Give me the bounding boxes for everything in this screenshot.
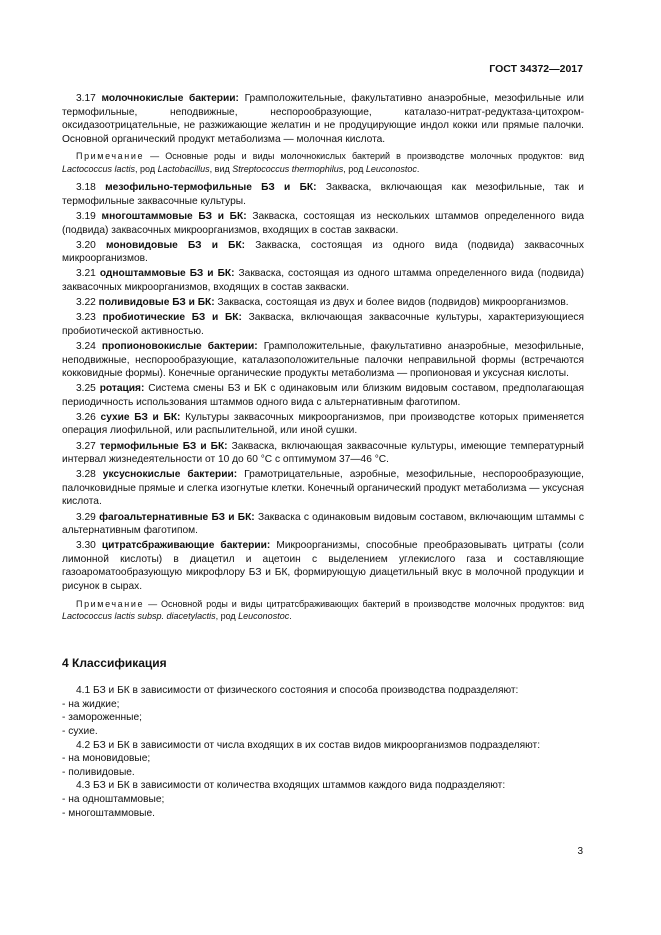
definition-3-30: 3.30 цитратсбраживающие бактерии: Микроорганизмы, способные преобразовывать цитраты (соли лимонной кислоты) в диацетил и ацетоин с выделением углекислого газа и составляющие газоароматообразующую микрофлору БЗ и БК, формирующую диацетильный вкус в молочной продукции и рисунок в сырах. bbox=[62, 540, 584, 592]
definition-3-25: 3.25 ротация: Система смены БЗ и БК с одинаковым или близким видовым составом, предполагающая периодичность использования штаммов одного вида с альтернативным фаготипом. bbox=[62, 383, 584, 408]
definition-3-22: 3.22 поливидовые БЗ и БК: Закваска, состоящая из двух и более видов (подвидов) микроорганизмов. bbox=[76, 297, 569, 309]
classification-line: - сухие. bbox=[62, 725, 98, 737]
classification-line: 4.2 БЗ и БК в зависимости от числа входящих в их состав видов микроорганизмов подразделяют: bbox=[76, 739, 541, 751]
page-number: 3 bbox=[577, 846, 583, 857]
classification-line: - многоштаммовые. bbox=[62, 807, 155, 819]
definition-3-18: 3.18 мезофильно-термофильные БЗ и БК: Закваска, включающая как мезофильные, так и термофильные заквасочные культуры. bbox=[62, 182, 584, 207]
document-code: ГОСТ 34372—2017 bbox=[489, 63, 583, 75]
definition-3-24: 3.24 пропионовокислые бактерии: Грамположительные, факультативно анаэробные, мезофильные, неподвижные, неспорообразующие, каталазоположительные палочки неправильной формы (встречаются кокковидные формы). Конечные органические продукты метаболизма — пропионовая и уксусная кислоты. bbox=[62, 340, 584, 380]
definition-3-17: 3.17 молочнокислые бактерии: Грамположительные, факультативно анаэробные, мезофильные или термофильные, неподвижные, неспорообразующие, каталазо-нитрат-редуктаза-цитохром-оксидазоотрицательные, не разжижающие желатин и не продуцирующие индол кокки или прямые палочки. Основной органический продукт метаболизма — молочная кислота. bbox=[62, 93, 584, 145]
classification-line: 4.3 БЗ и БК в зависимости от количества входящих штаммов каждого вида подразделяют: bbox=[76, 780, 506, 792]
definition-3-21: 3.21 одноштаммовые БЗ и БК: Закваска, состоящая из одного штамма определенного вида (подвида) заквасочных микроорганизмов, входящих в состав закваски. bbox=[62, 268, 584, 294]
definition-3-23: 3.23 пробиотические БЗ и БК: Закваска, включающая заквасочные культуры, характеризующиеся пробиотической активностью. bbox=[62, 312, 584, 337]
classification-line: 4.1 БЗ и БК в зависимости от физического состояния и способа производства подразделяют: bbox=[76, 685, 519, 697]
definition-3-27: 3.27 термофильные БЗ и БК: Закваска, включающая заквасочные культуры, имеющие температурный интервал жизнедеятельности от 10 до 60 °С с оптимумом 37—46 °С. bbox=[62, 440, 584, 466]
definition-3-19: 3.19 многоштаммовые БЗ и БК: Закваска, состоящая из нескольких штаммов определенного вида (подвида) заквасочных микроорганизмов, входящих в состав закваски. bbox=[62, 211, 585, 236]
note-lactic-bacteria: Примечание — Основные роды и виды молочнокислых бактерий в производстве молочных продуктов: вид Lactococcus lactis, род Lactobacillus, вид Streptococcus thermophilus, род Leuconostoc. bbox=[62, 151, 584, 174]
section-title-classification: 4 Классификация bbox=[62, 655, 167, 670]
definition-3-29: 3.29 фагоальтернативные БЗ и БК: Закваска с одинаковым видовым составом, включающим штаммы с альтернативным фаготипом. bbox=[62, 511, 584, 537]
classification-line: - на одноштаммовые; bbox=[62, 793, 165, 805]
classification-line: - поливидовые. bbox=[62, 766, 135, 778]
page-content bbox=[62, 92, 584, 820]
classification-list bbox=[62, 684, 584, 820]
definition-3-28: 3.28 уксуснокислые бактерии: Грамотрицательные, аэробные, мезофильные, неспорообразующие, палочковидные прямые и слегка изогнутые клетки. Конечный органический продукт метаболизма — уксусная кислота. bbox=[62, 469, 584, 508]
note-citrate-bacteria: Примечание — Основной роды и виды цитратсбраживающих бактерий в производстве молочных продуктов: вид Lactococcus lactis subsp. diacetylactis, род Leuconostoc. bbox=[62, 598, 584, 622]
classification-line: - на жидкие; bbox=[62, 698, 120, 710]
definition-3-26: 3.26 сухие БЗ и БК: Культуры заквасочных микроорганизмов, при производстве которых применяется операция лиофильной, или распылительной, или иной сушки. bbox=[62, 411, 584, 437]
classification-line: - замороженные; bbox=[62, 712, 142, 724]
definition-3-20: 3.20 моновидовые БЗ и БК: Закваска, состоящая из одного вида (подвида) заквасочных микроорганизмов. bbox=[62, 239, 584, 265]
classification-line: - на моновидовые; bbox=[62, 753, 151, 765]
